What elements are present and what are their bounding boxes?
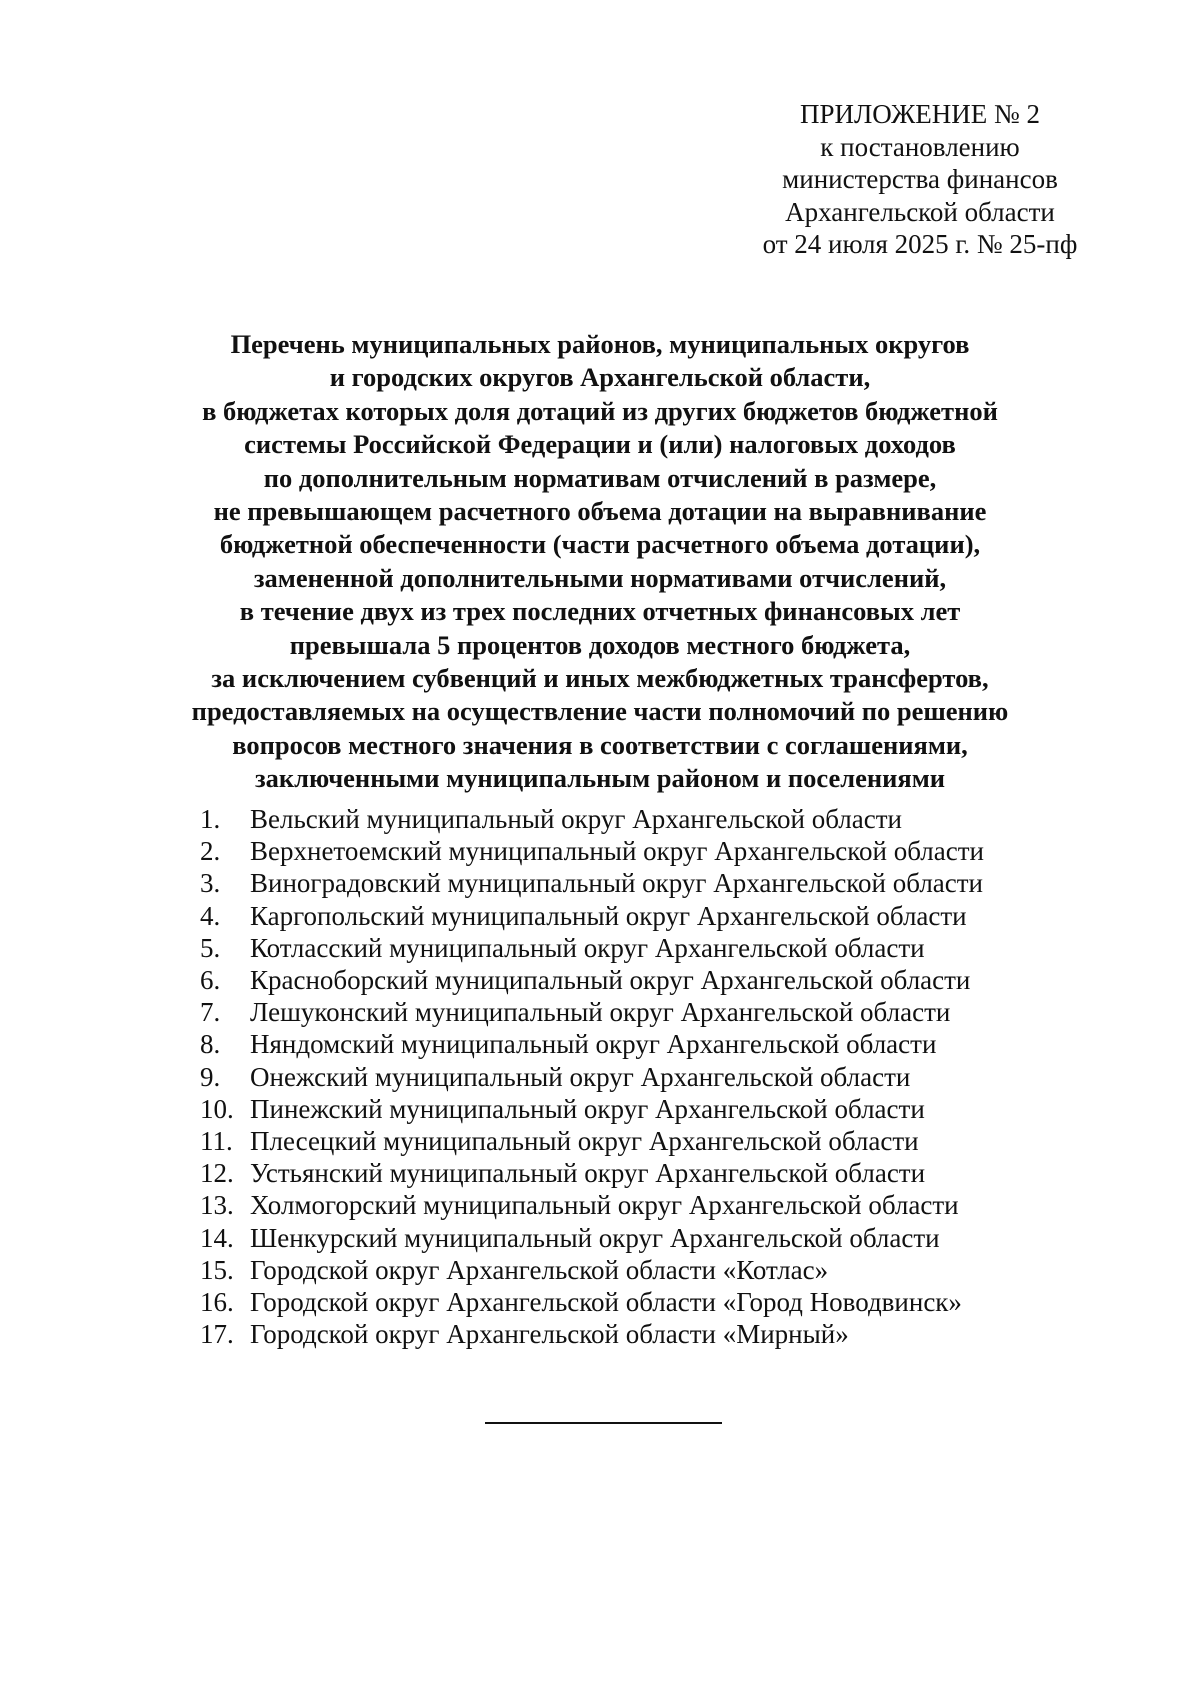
title-line: в течение двух из трех последних отчетных финансовых лет: [239, 596, 961, 627]
list-item-text: Шенкурский муниципальный округ Архангельской области: [250, 1222, 940, 1253]
list-item: [200, 964, 1100, 996]
list-item-text: Городской округ Архангельской области «Мирный»: [250, 1319, 849, 1350]
list-item: [200, 1286, 1100, 1318]
list-item-number: 12.: [200, 1158, 234, 1189]
list-item-text: Каргопольский муниципальный округ Архангельской области: [250, 900, 967, 931]
list-item: [200, 1093, 1100, 1125]
list-item-text: Вельский муниципальный округ Архангельской области: [250, 804, 902, 834]
title-line: Перечень муниципальных районов, муниципальных округов: [230, 329, 970, 359]
title-line: за исключением субвенций и иных межбюджетных трансфертов,: [211, 663, 989, 694]
title-line: по дополнительным нормативам отчислений в размере,: [263, 462, 937, 493]
list-item-text: Верхнетоемский муниципальный округ Архангельской области: [250, 836, 984, 867]
list-item-number: 3.: [200, 868, 221, 899]
appendix-line: министерства финансов: [782, 164, 1058, 194]
list-item-number: 11.: [200, 1126, 233, 1157]
list-item-text: Няндомский муниципальный округ Архангельской области: [250, 1029, 937, 1060]
list-item: [200, 1061, 1100, 1093]
list-item: [200, 1254, 1100, 1286]
title-line: не превышающем расчетного объема дотации на выравнивание: [213, 496, 987, 527]
list-item-number: 9.: [200, 1061, 221, 1092]
list-item-text: Устьянский муниципальный округ Архангельской области: [250, 1158, 926, 1189]
appendix-line: к постановлению: [820, 131, 1020, 162]
list-item-text: Онежский муниципальный округ Архангельской области: [250, 1061, 911, 1092]
municipality-list: [200, 803, 1100, 1350]
title-line: бюджетной обеспеченности (части расчетного объема дотации),: [219, 529, 981, 560]
list-item-text: Виноградовский муниципальный округ Архангельской области: [250, 868, 984, 899]
list-item-text: Городской округ Архангельской области «Город Новодвинск»: [250, 1287, 962, 1318]
list-item-number: 15.: [200, 1254, 234, 1285]
document-title: [130, 328, 1070, 796]
list-item-text: Пинежский муниципальный округ Архангельской области: [250, 1093, 925, 1124]
list-item: [200, 996, 1100, 1028]
appendix-line: от 24 июля 2025 г. № 25-пф: [762, 229, 1078, 259]
list-item-text: Плесецкий муниципальный округ Архангельской области: [250, 1126, 919, 1157]
title-line: замененной дополнительными нормативами отчислений,: [253, 562, 947, 593]
title-line: и городских округов Архангельской области,: [329, 362, 871, 393]
list-item-number: 6.: [200, 965, 221, 996]
title-line: вопросов местного значения в соответствии с соглашениями,: [232, 729, 968, 760]
list-item-number: 7.: [200, 997, 221, 1028]
title-line: системы Российской Федерации и (или) налоговых доходов: [244, 429, 956, 460]
list-item: [200, 932, 1100, 964]
list-item-number: 14.: [200, 1222, 234, 1253]
list-item-text: Красноборский муниципальный округ Архангельской области: [250, 965, 971, 996]
list-item-text: Холмогорский муниципальный округ Архангельской области: [250, 1190, 959, 1221]
list-item-text: Лешуконский муниципальный округ Архангельской области: [250, 997, 951, 1028]
list-item-text: Городской округ Архангельской области «Котлас»: [250, 1254, 829, 1285]
title-line: предоставляемых на осуществление части полномочий по решению: [191, 696, 1009, 727]
list-item: [200, 1125, 1100, 1157]
list-item-number: 13.: [200, 1190, 234, 1221]
list-item-number: 10.: [200, 1093, 234, 1124]
list-item: [200, 803, 1100, 835]
list-item-number: 5.: [200, 932, 221, 963]
list-item: [200, 1157, 1100, 1189]
list-item-number: 16.: [200, 1287, 234, 1318]
list-item-number: 1.: [200, 804, 221, 834]
title-line: в бюджетах которых доля дотаций из других бюджетов бюджетной: [202, 395, 998, 426]
appendix-line: Архангельской области: [785, 196, 1055, 227]
list-item: [200, 1028, 1100, 1060]
title-line: заключенными муниципальным районом и поселениями: [254, 763, 946, 794]
list-item-number: 4.: [200, 900, 221, 931]
closing-divider: [485, 1422, 722, 1424]
list-item-number: 2.: [200, 836, 221, 867]
list-item-text: Котласский муниципальный округ Архангельской области: [250, 932, 925, 963]
list-item: [200, 867, 1100, 899]
list-item: [200, 900, 1100, 932]
list-item-number: 17.: [200, 1319, 234, 1350]
appendix-line: ПРИЛОЖЕНИЕ № 2: [799, 99, 1041, 129]
title-line: превышала 5 процентов доходов местного бюджета,: [289, 629, 911, 660]
list-item: [200, 1318, 1100, 1350]
appendix-header: [700, 98, 1140, 261]
list-item-number: 8.: [200, 1029, 221, 1060]
list-item: [200, 835, 1100, 867]
list-item: [200, 1222, 1100, 1254]
list-item: [200, 1189, 1100, 1221]
